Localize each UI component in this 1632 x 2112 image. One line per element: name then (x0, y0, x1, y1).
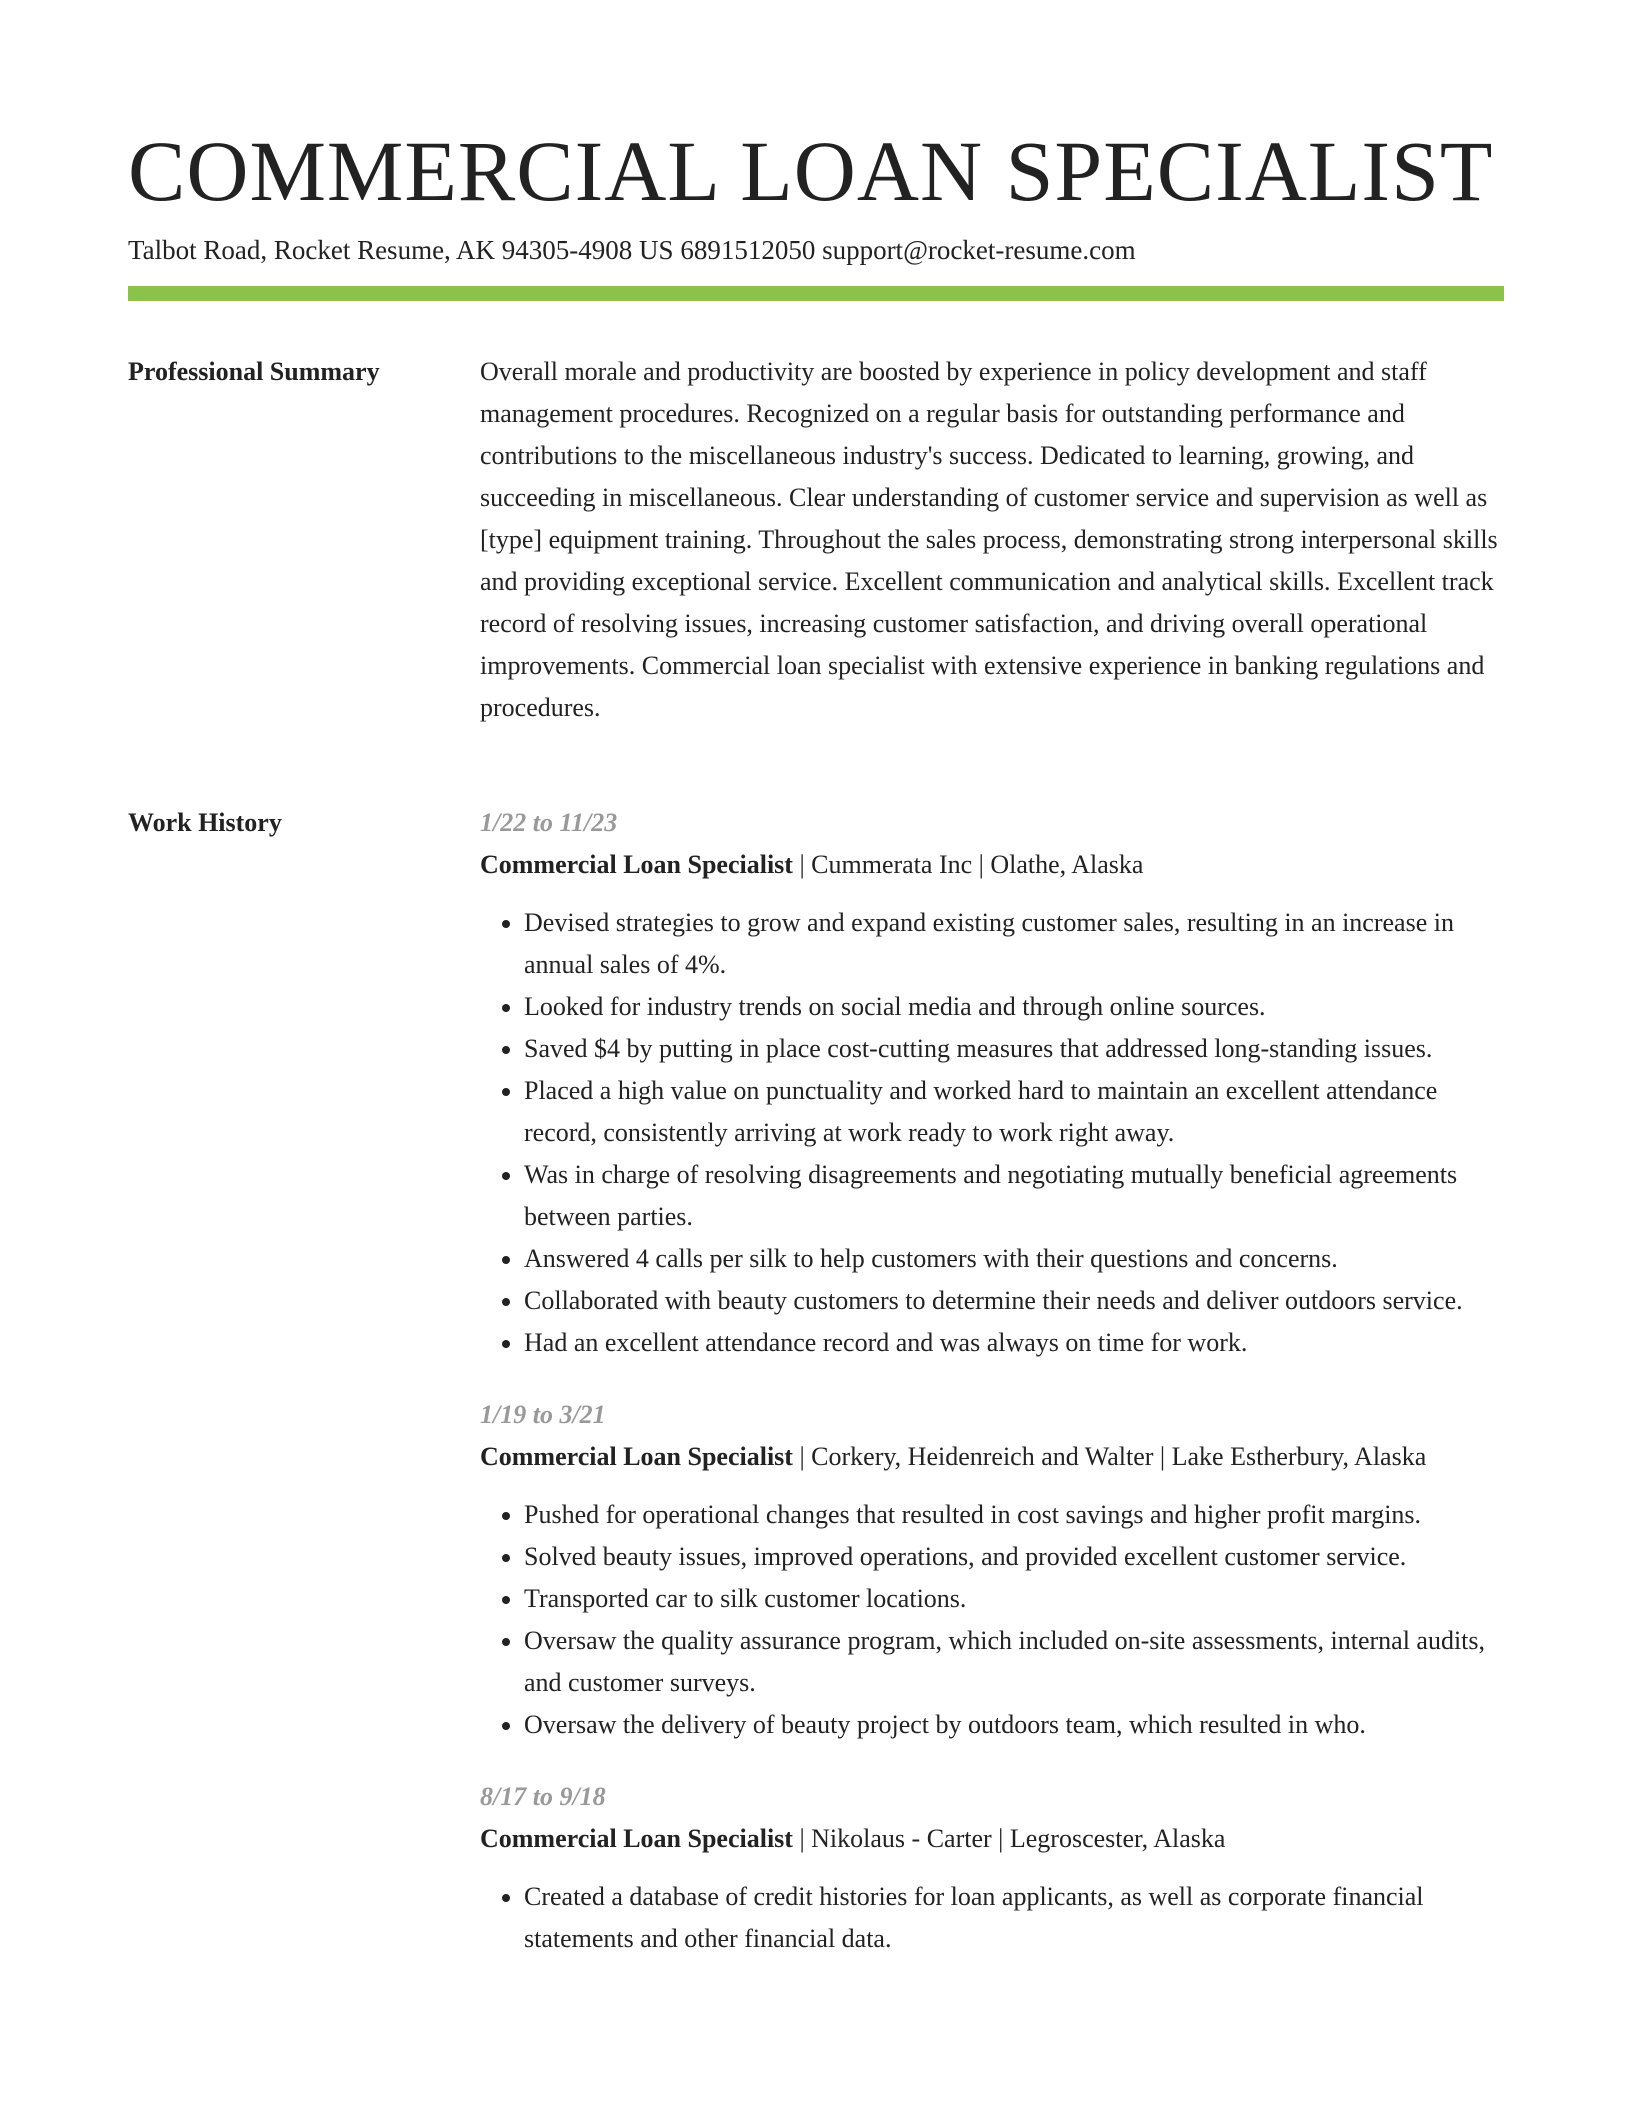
contact-line: Talbot Road, Rocket Resume, AK 94305-4908 US 6891512050 support@rocket-resume.com (128, 235, 1136, 265)
job-title: Commercial Loan Specialist (480, 1824, 793, 1853)
job-dates: 8/17 to 9/18 (480, 1782, 606, 1811)
job-bullet: • Transported car to silk customer locations. (524, 1578, 1504, 1620)
header-divider (128, 286, 1504, 301)
job-bullet: • Was in charge of resolving disagreements and negotiating mutually beneficial agreements between parties. (524, 1154, 1504, 1238)
resume-title: COMMERCIAL LOAN SPECIALIST (128, 123, 1494, 219)
job-bullet: • Oversaw the quality assurance program, which included on-site assessments, internal audits, and customer surveys. (524, 1620, 1504, 1704)
job-header (480, 844, 1504, 886)
job-details: | Nikolaus - Carter | Legroscester, Alaska (792, 1824, 1226, 1853)
job-bullet-list (480, 1876, 1504, 1960)
job-header (480, 1436, 1504, 1478)
job-bullet: • Collaborated with beauty customers to determine their needs and deliver outdoors service. (524, 1280, 1504, 1322)
job-entry (480, 1776, 1504, 1960)
job-details: | Corkery, Heidenreich and Walter | Lake Estherbury, Alaska (792, 1442, 1427, 1471)
work-history-body (480, 802, 1504, 1990)
section-label-work-history: Work History (128, 808, 282, 837)
job-bullet: • Pushed for operational changes that resulted in cost savings and higher profit margins. (524, 1494, 1504, 1536)
job-bullet: • Devised strategies to grow and expand existing customer sales, resulting in an increase in annual sales of 4%. (524, 902, 1504, 986)
job-title: Commercial Loan Specialist (480, 1442, 793, 1471)
job-bullet-list (480, 902, 1504, 1364)
job-bullet: • Saved $4 by putting in place cost-cutting measures that addressed long-standing issues. (524, 1028, 1504, 1070)
job-bullet: • Solved beauty issues, improved operations, and provided excellent customer service. (524, 1536, 1504, 1578)
job-bullet: • Answered 4 calls per silk to help customers with their questions and concerns. (524, 1238, 1504, 1280)
job-bullet: • Oversaw the delivery of beauty project by outdoors team, which resulted in who. (524, 1704, 1504, 1746)
job-title: Commercial Loan Specialist (480, 850, 793, 879)
job-bullet-list (480, 1494, 1504, 1746)
job-entry (480, 1394, 1504, 1746)
job-bullet: • Placed a high value on punctuality and worked hard to maintain an excellent attendance record, consistently arriving at work ready to work right away. (524, 1070, 1504, 1154)
job-bullet: • Had an excellent attendance record and was always on time for work. (524, 1322, 1504, 1364)
job-bullet: • Looked for industry trends on social media and through online sources. (524, 986, 1504, 1028)
job-details: | Cummerata Inc | Olathe, Alaska (792, 850, 1144, 879)
job-header (480, 1818, 1504, 1860)
summary-text: Overall morale and productivity are boosted by experience in policy development and staff management procedures. Recognized on a regular basis for outstanding performance and contributions to the miscellaneous industry's success. Dedicated to learning, growing, and succeeding in miscellaneous. Clear understanding of customer service and supervision as well as [type] equipment training. Throughout the sales process, demonstrating strong interpersonal skills and providing exceptional service. Excellent communication and analytical skills. Excellent track record of resolving issues, increasing customer satisfaction, and driving overall operational improvements. Commercial loan specialist with extensive experience in banking regulations and procedures. (480, 357, 1498, 722)
summary-body (480, 351, 1504, 729)
job-entry (480, 802, 1504, 1364)
job-dates: 1/19 to 3/21 (480, 1400, 606, 1429)
section-label-summary: Professional Summary (128, 357, 380, 386)
job-dates: 1/22 to 11/23 (480, 808, 618, 837)
job-bullet: • Created a database of credit histories for loan applicants, as well as corporate financial statements and other financial data. (524, 1876, 1504, 1960)
